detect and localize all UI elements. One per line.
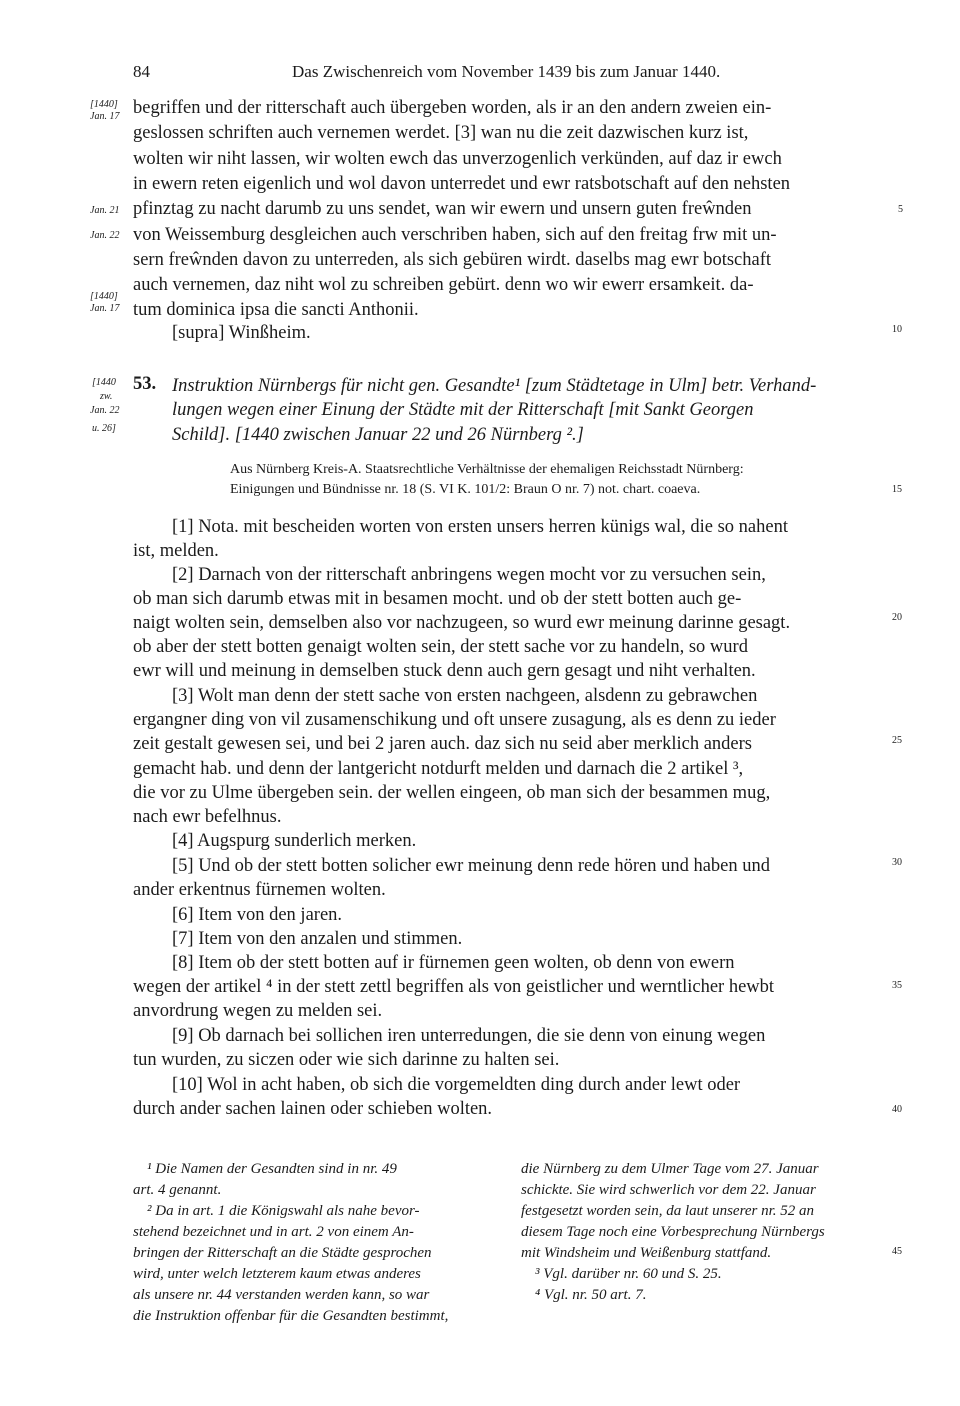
footnote-line: bringen der Ritterschaft an die Städte gesprochen <box>133 1245 432 1261</box>
margin-date: u. 26] <box>92 423 116 434</box>
footnote-line: diesem Tage noch eine Vorbesprechung Nürnbergs <box>521 1224 825 1240</box>
margin-date: Jan. 17 <box>90 111 120 122</box>
text-line: naigt wolten sein, demselben also vor nachzugeen, so wurd ewr meinung darinne gesagt. <box>133 613 791 633</box>
text-line: ob man sich darumb etwas mit in besamen mocht. und ob der stett botten auch ge- <box>133 589 742 609</box>
text-line: nach ewr befelhnus. <box>133 807 282 827</box>
line-number: 5 <box>898 204 903 215</box>
text-line: gemacht hab. und denn der lantgericht notdurft melden und darnach die 2 artikel ³, <box>133 759 744 779</box>
text-line: wolten wir niht lassen, wir wolten ewch das unverzogenlich verkünden, auf daz ir ewch <box>133 149 782 169</box>
text-line: geslossen schriften auch vernemen werdet. [3] wan nu die zeit dazwischen kurz ist, <box>133 123 749 143</box>
footnote-line: mit Windsheim und Weißenburg stattfand. <box>521 1245 772 1261</box>
text-line: zeit gestalt gewesen sei, und bei 2 jaren auch. daz sich nu seid aber merklich anders <box>133 734 753 754</box>
margin-date: zw. <box>100 391 113 402</box>
margin-date: Jan. 22 <box>90 230 120 241</box>
text-line: [5] Und ob der stett botten solicher ewr meinung denn rede hören und haben und <box>172 856 770 876</box>
margin-date: Jan. 21 <box>90 205 120 216</box>
margin-date: [1440] <box>90 99 118 110</box>
footnote-line: ³ Vgl. darüber nr. 60 und S. 25. <box>535 1266 722 1282</box>
text-line: [9] Ob darnach bei sollichen iren unterredungen, die sie denn von einung wegen <box>172 1026 766 1046</box>
footnote-line: stehend bezeichnet und in art. 2 von einem An- <box>133 1224 414 1240</box>
text-line: die vor zu Ulme übergeben sein. der wellen eingeen, ob man sich der besammen mug, <box>133 783 771 803</box>
text-line: [7] Item von den anzalen und stimmen. <box>172 929 463 949</box>
line-number: 30 <box>892 857 902 868</box>
line-number: 10 <box>892 324 902 335</box>
margin-date: [1440 <box>92 377 116 388</box>
text-line: von Weissemburg desgleichen auch verschriben haben, sich auf den freitag frw mit un- <box>133 225 777 245</box>
document-title: Instruktion Nürnbergs für nicht gen. Gesandte¹ [zum Städtetage in Ulm] betr. Verhand- <box>172 376 817 396</box>
text-line: tun wurden, zu siczen oder wie sich darinne zu halten sei. <box>133 1050 560 1070</box>
footnote-line: schickte. Sie wird schwerlich vor dem 22. Januar <box>521 1182 816 1198</box>
footnote-line: ¹ Die Namen der Gesandten sind in nr. 49 <box>147 1161 397 1177</box>
line-number: 20 <box>892 612 902 623</box>
signature-line: [supra] Winßheim. <box>172 323 311 343</box>
line-number: 35 <box>892 980 902 991</box>
margin-date: [1440] <box>90 291 118 302</box>
text-line: ewr will und meinung in demselben stuck denn auch gern gesagt und niht verhalten. <box>133 661 756 681</box>
text-line: pfinztag zu nacht darumb zu uns sendet, wan wir ewern und unsern guten freŵnden <box>133 199 752 219</box>
footnote-line: die Instruktion offenbar für die Gesandten bestimmt, <box>133 1308 449 1324</box>
footnote-line: wird, unter welch letzterem kaum etwas anderes <box>133 1266 421 1282</box>
footnote-line: ² Da in art. 1 die Königswahl als nahe bevor- <box>147 1203 420 1219</box>
line-number: 15 <box>892 484 902 495</box>
text-line: tum dominica ipsa die sancti Anthonii. <box>133 300 419 320</box>
line-number: 25 <box>892 735 902 746</box>
running-title: Das Zwischenreich vom November 1439 bis zum Januar 1440. <box>292 62 721 81</box>
text-line: [10] Wol in acht haben, ob sich die vorgemeldten ding durch ander lewt oder <box>172 1075 741 1095</box>
text-line: sern freŵnden davon zu unterreden, als sich gebüren wirdt. daselbs mag ewr botschaft <box>133 250 772 270</box>
document-title: lungen wegen einer Einung der Städte mit der Ritterschaft [mit Sankt Georgen <box>172 400 754 420</box>
footnote-line: art. 4 genannt. <box>133 1182 222 1198</box>
text-line: anvordrung wegen zu melden sei. <box>133 1001 383 1021</box>
text-line: [8] Item ob der stett botten auf ir fürnemen geen wolten, ob denn von ewern <box>172 953 735 973</box>
text-line: [6] Item von den jaren. <box>172 905 343 925</box>
text-line: [3] Wolt man denn der stett sache von ersten nachgeen, alsdenn zu gebrawchen <box>172 686 758 706</box>
line-number: 45 <box>892 1246 902 1257</box>
text-line: durch ander sachen lainen oder schieben wolten. <box>133 1099 493 1119</box>
text-line: in ewern reten eigenlich und wol davon unterredet und ewr ratsbotschaft auf den nehsten <box>133 174 791 194</box>
margin-date: Jan. 17 <box>90 303 120 314</box>
line-number: 40 <box>892 1104 902 1115</box>
source-note: Aus Nürnberg Kreis-A. Staatsrechtliche Verhältnisse der ehemaligen Reichsstadt Nürnberg: <box>230 462 744 477</box>
text-line: ist, melden. <box>133 541 219 561</box>
text-line: [2] Darnach von der ritterschaft anbringens wegen mocht vor zu versuchen sein, <box>172 565 766 585</box>
document-number: 53. <box>133 374 157 394</box>
footnote-line: die Nürnberg zu dem Ulmer Tage vom 27. Januar <box>521 1161 819 1177</box>
document-title: Schild]. [1440 zwischen Januar 22 und 26 Nürnberg ².] <box>172 425 584 445</box>
text-line: [1] Nota. mit bescheiden worten von ersten unsers herren künigs wal, die so nahent <box>172 517 788 537</box>
text-line: wegen der artikel ⁴ in der stett zettl begriffen als von geistlicher und werntlicher hewbt <box>133 977 775 997</box>
text-line: auch vernemen, daz niht wol zu schreiben gebürt. denn wo wir ewerr ersamkeit. da- <box>133 275 754 295</box>
footnote-line: festgesetzt worden sein, da laut unserer nr. 52 an <box>521 1203 815 1219</box>
text-line: ander erkentnus fürnemen wolten. <box>133 880 386 900</box>
source-note: Einigungen und Bündnisse nr. 18 (S. VI K. 101/2: Braun O nr. 7) not. chart. coaeva. <box>230 482 701 497</box>
text-line: ob aber der stett botten genaigt wolten sein, der stett sache vor zu handeln, so wurd <box>133 637 748 657</box>
text-line: ergangner ding von vil zusamenschikung und oft unsere zusagung, als es denn zu ieder <box>133 710 776 730</box>
margin-date: Jan. 22 <box>90 405 120 416</box>
page-number: 84 <box>133 62 150 81</box>
text-line: begriffen und der ritterschaft auch übergeben worden, als ir an den andern zweien ein- <box>133 98 772 118</box>
text-line: [4] Augspurg sunderlich merken. <box>172 831 417 851</box>
footnote-line: als unsere nr. 44 verstanden werden kann, so war <box>133 1287 430 1303</box>
footnote-line: ⁴ Vgl. nr. 50 art. 7. <box>535 1287 647 1303</box>
